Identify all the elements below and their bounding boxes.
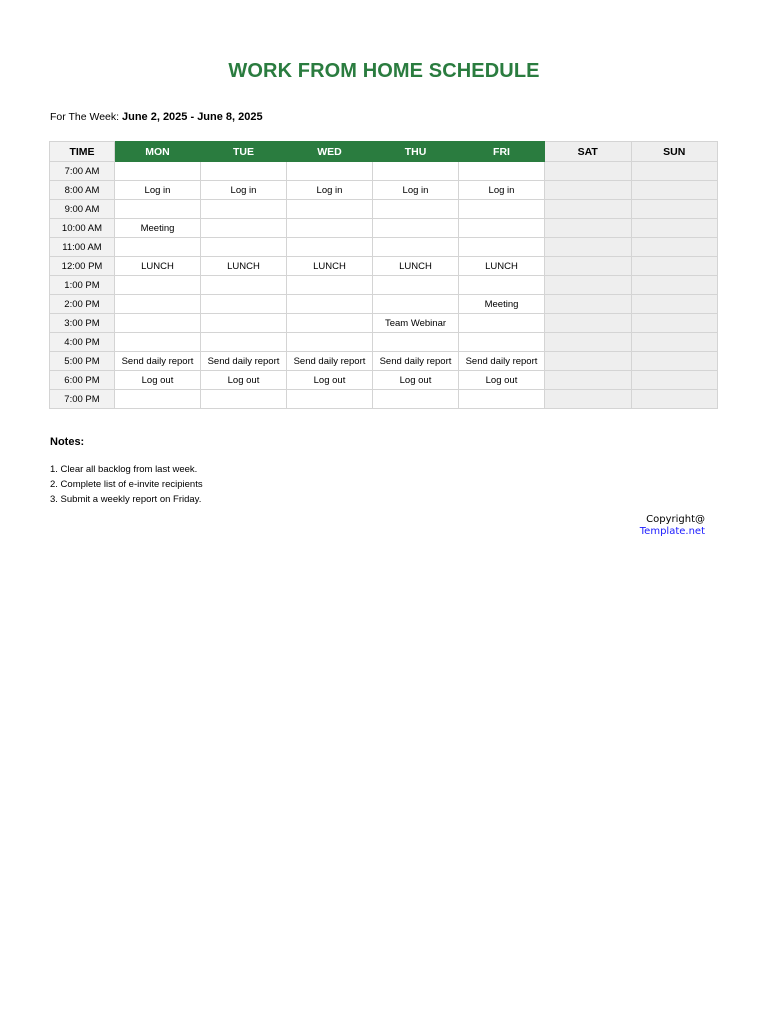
schedule-cell: Send daily report bbox=[287, 352, 373, 371]
schedule-cell bbox=[115, 200, 201, 219]
header-sat: SAT bbox=[545, 142, 632, 162]
copyright bbox=[640, 514, 705, 538]
table-row bbox=[50, 333, 718, 352]
schedule-cell bbox=[631, 352, 718, 371]
schedule-cell bbox=[115, 295, 201, 314]
table-row bbox=[50, 314, 718, 333]
schedule-cell bbox=[631, 181, 718, 200]
schedule-cell bbox=[115, 333, 201, 352]
schedule-cell bbox=[201, 238, 287, 257]
schedule-cell: Log out bbox=[459, 371, 545, 390]
schedule-cell: LUNCH bbox=[287, 257, 373, 276]
schedule-body bbox=[50, 162, 718, 409]
note-item: 2. Complete list of e-invite recipients bbox=[50, 479, 203, 490]
schedule-cell bbox=[201, 333, 287, 352]
schedule-cell bbox=[459, 238, 545, 257]
schedule-cell bbox=[201, 162, 287, 181]
schedule-cell bbox=[631, 333, 718, 352]
schedule-cell bbox=[545, 181, 632, 200]
schedule-cell bbox=[631, 238, 718, 257]
schedule-cell bbox=[373, 238, 459, 257]
schedule-cell bbox=[373, 276, 459, 295]
table-row bbox=[50, 257, 718, 276]
time-cell: 10:00 AM bbox=[50, 219, 115, 238]
schedule-cell: Send daily report bbox=[201, 352, 287, 371]
time-cell: 2:00 PM bbox=[50, 295, 115, 314]
time-cell: 8:00 AM bbox=[50, 181, 115, 200]
schedule-cell bbox=[115, 314, 201, 333]
header-mon: MON bbox=[115, 142, 201, 162]
header-thu: THU bbox=[373, 142, 459, 162]
schedule-cell bbox=[545, 390, 632, 409]
schedule-cell bbox=[631, 257, 718, 276]
schedule-cell bbox=[545, 276, 632, 295]
week-value: June 2, 2025 - June 8, 2025 bbox=[121, 111, 263, 123]
schedule-cell bbox=[631, 390, 718, 409]
header-time: TIME bbox=[50, 142, 115, 162]
schedule-cell bbox=[545, 295, 632, 314]
schedule-cell bbox=[545, 333, 632, 352]
schedule-cell bbox=[459, 200, 545, 219]
schedule-cell bbox=[201, 276, 287, 295]
time-cell: 5:00 PM bbox=[50, 352, 115, 371]
time-cell: 12:00 PM bbox=[50, 257, 115, 276]
header-sun: SUN bbox=[631, 142, 718, 162]
schedule-cell: Log out bbox=[201, 371, 287, 390]
schedule-cell: LUNCH bbox=[115, 257, 201, 276]
schedule-cell bbox=[115, 390, 201, 409]
page-title: WORK FROM HOME SCHEDULE bbox=[228, 60, 540, 82]
schedule-cell bbox=[287, 162, 373, 181]
schedule-cell bbox=[201, 200, 287, 219]
schedule-cell bbox=[459, 276, 545, 295]
schedule-cell bbox=[287, 200, 373, 219]
schedule-cell bbox=[545, 371, 632, 390]
schedule-cell bbox=[373, 219, 459, 238]
schedule-cell bbox=[631, 162, 718, 181]
table-row bbox=[50, 352, 718, 371]
schedule-table bbox=[49, 141, 718, 409]
schedule-cell bbox=[545, 219, 632, 238]
table-row bbox=[50, 371, 718, 390]
schedule-cell bbox=[545, 162, 632, 181]
schedule-cell: Log in bbox=[115, 181, 201, 200]
schedule-cell bbox=[631, 219, 718, 238]
schedule-cell bbox=[287, 333, 373, 352]
schedule-cell bbox=[287, 390, 373, 409]
table-row bbox=[50, 390, 718, 409]
schedule-cell bbox=[459, 333, 545, 352]
schedule-cell bbox=[631, 371, 718, 390]
schedule-cell: Log in bbox=[287, 181, 373, 200]
time-cell: 6:00 PM bbox=[50, 371, 115, 390]
schedule-cell: Send daily report bbox=[459, 352, 545, 371]
schedule-cell bbox=[115, 276, 201, 295]
week-range bbox=[50, 111, 263, 123]
table-row bbox=[50, 276, 718, 295]
schedule-cell: Team Webinar bbox=[373, 314, 459, 333]
schedule-cell bbox=[631, 295, 718, 314]
copyright-label: Copyright@ bbox=[646, 514, 705, 525]
schedule-cell: Log in bbox=[373, 181, 459, 200]
schedule-cell: Meeting bbox=[115, 219, 201, 238]
schedule-cell: Log out bbox=[115, 371, 201, 390]
schedule-cell bbox=[545, 238, 632, 257]
table-row bbox=[50, 219, 718, 238]
schedule-cell: Log out bbox=[373, 371, 459, 390]
schedule-cell bbox=[115, 162, 201, 181]
header-fri: FRI bbox=[459, 142, 545, 162]
copyright-link[interactable]: Template.net bbox=[639, 526, 705, 537]
schedule-cell bbox=[201, 295, 287, 314]
schedule-cell: Log in bbox=[201, 181, 287, 200]
schedule-cell bbox=[201, 390, 287, 409]
schedule-cell bbox=[287, 219, 373, 238]
schedule-cell: Meeting bbox=[459, 295, 545, 314]
schedule-cell bbox=[545, 257, 632, 276]
schedule-cell bbox=[287, 238, 373, 257]
schedule-cell bbox=[115, 238, 201, 257]
schedule-cell bbox=[545, 200, 632, 219]
header-wed: WED bbox=[287, 142, 373, 162]
schedule-cell bbox=[373, 162, 459, 181]
table-row bbox=[50, 162, 718, 181]
schedule-cell bbox=[459, 162, 545, 181]
time-cell: 1:00 PM bbox=[50, 276, 115, 295]
schedule-cell: Send daily report bbox=[115, 352, 201, 371]
notes-heading: Notes: bbox=[50, 436, 85, 448]
week-label: For The Week: bbox=[50, 111, 120, 123]
schedule-cell bbox=[373, 295, 459, 314]
time-cell: 11:00 AM bbox=[50, 238, 115, 257]
schedule-cell: Log out bbox=[287, 371, 373, 390]
schedule-cell bbox=[631, 276, 718, 295]
notes-list bbox=[50, 462, 203, 507]
table-row bbox=[50, 238, 718, 257]
schedule-cell bbox=[287, 276, 373, 295]
schedule-cell: LUNCH bbox=[373, 257, 459, 276]
schedule-cell bbox=[631, 200, 718, 219]
table-row bbox=[50, 181, 718, 200]
time-cell: 7:00 AM bbox=[50, 162, 115, 181]
note-item: 1. Clear all backlog from last week. bbox=[50, 464, 198, 475]
schedule-cell bbox=[287, 295, 373, 314]
header-tue: TUE bbox=[201, 142, 287, 162]
time-cell: 3:00 PM bbox=[50, 314, 115, 333]
schedule-cell bbox=[373, 333, 459, 352]
schedule-cell bbox=[459, 219, 545, 238]
schedule-cell bbox=[459, 314, 545, 333]
schedule-cell bbox=[545, 314, 632, 333]
schedule-header-row bbox=[50, 142, 718, 162]
schedule-cell bbox=[373, 200, 459, 219]
schedule-cell bbox=[201, 219, 287, 238]
table-row bbox=[50, 200, 718, 219]
schedule-cell bbox=[373, 390, 459, 409]
schedule-cell bbox=[287, 314, 373, 333]
table-row bbox=[50, 295, 718, 314]
schedule-cell bbox=[545, 352, 632, 371]
schedule-cell: LUNCH bbox=[201, 257, 287, 276]
schedule-cell bbox=[201, 314, 287, 333]
schedule-cell bbox=[459, 390, 545, 409]
schedule-cell: LUNCH bbox=[459, 257, 545, 276]
time-cell: 9:00 AM bbox=[50, 200, 115, 219]
schedule-cell: Log in bbox=[459, 181, 545, 200]
schedule-cell: Send daily report bbox=[373, 352, 459, 371]
note-item: 3. Submit a weekly report on Friday. bbox=[50, 494, 202, 505]
time-cell: 7:00 PM bbox=[50, 390, 115, 409]
time-cell: 4:00 PM bbox=[50, 333, 115, 352]
schedule-cell bbox=[631, 314, 718, 333]
